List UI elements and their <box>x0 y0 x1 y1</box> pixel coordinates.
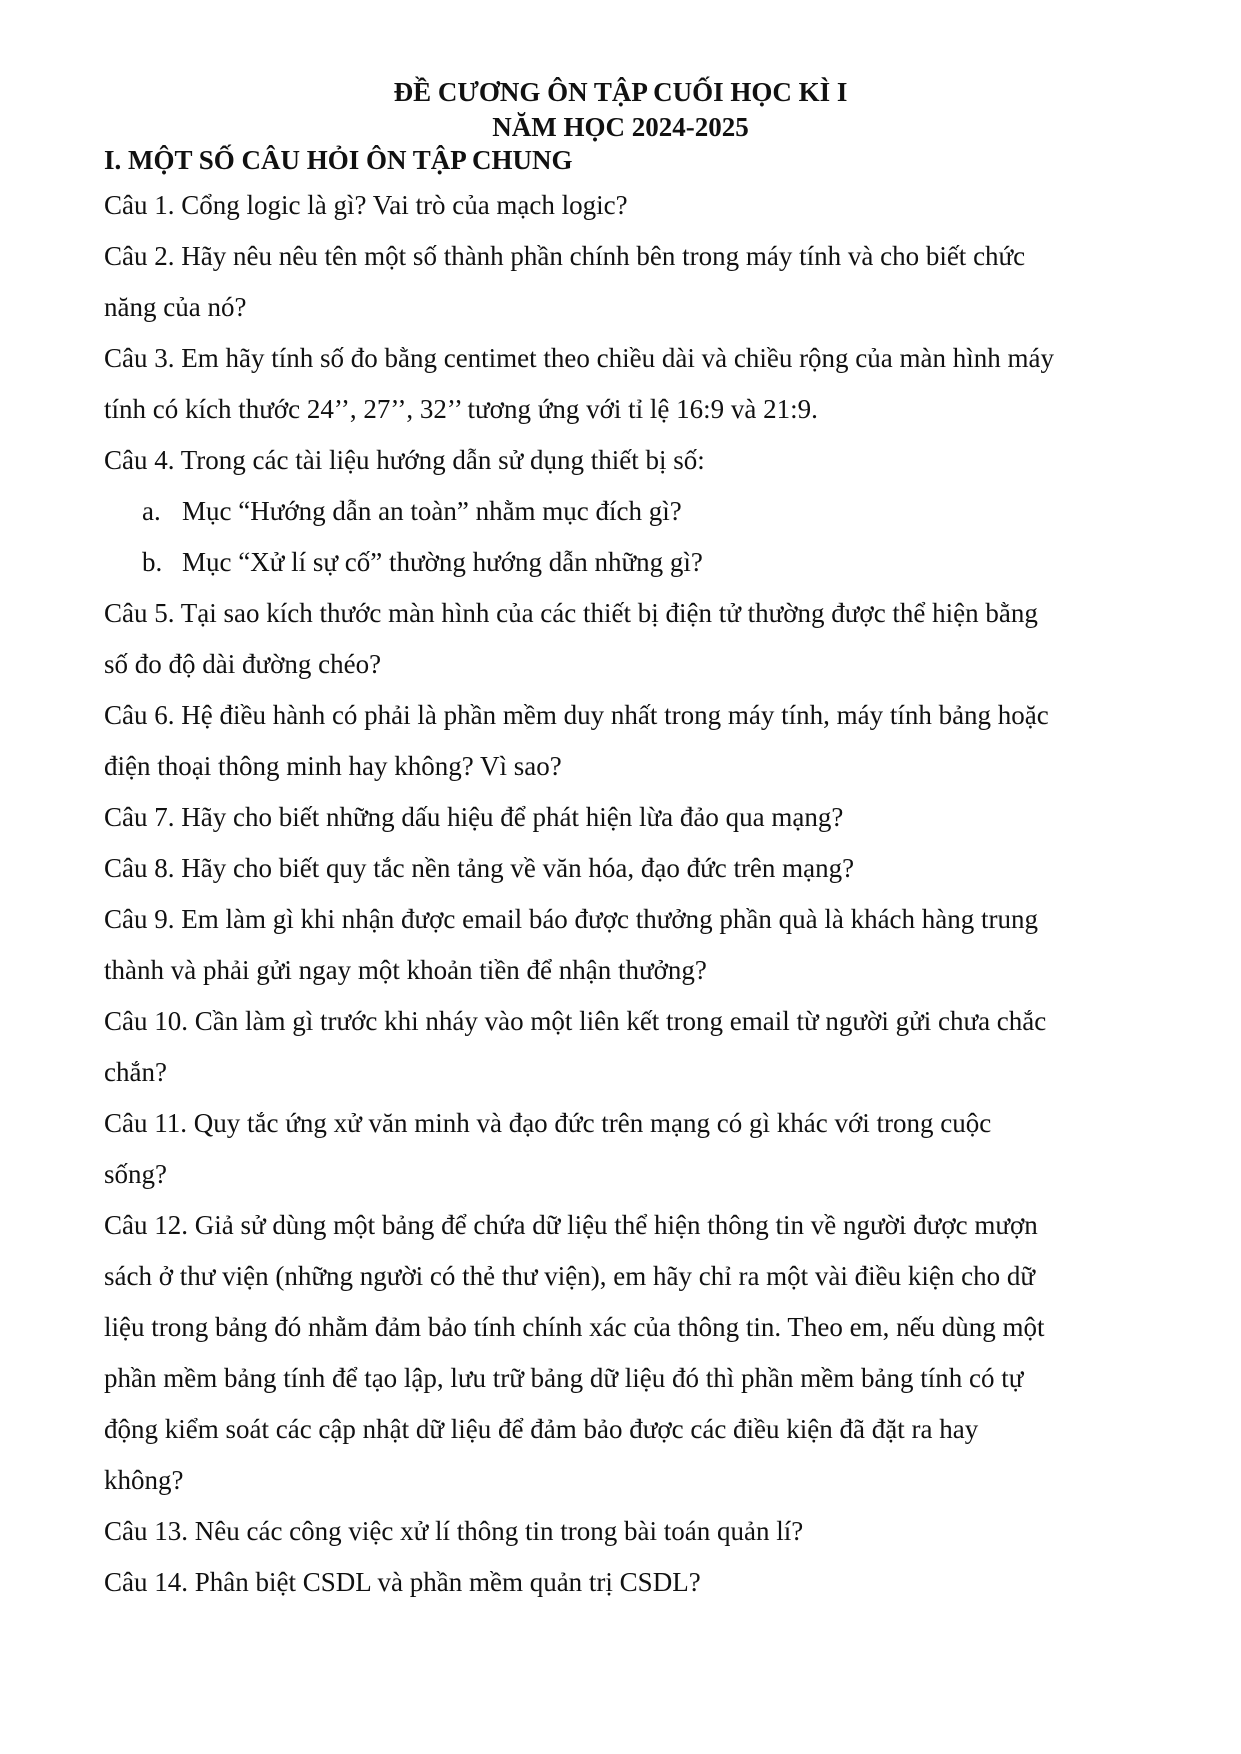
sub-question-item <box>104 537 1144 588</box>
question-text-line: Câu 2. Hãy nêu nêu tên một số thành phần chính bên trong máy tính và cho biết chức <box>104 241 1026 271</box>
question-item <box>104 1557 1144 1608</box>
question-item <box>104 333 1144 435</box>
sub-question-item <box>104 486 1144 537</box>
document-title: ĐỀ CƯƠNG ÔN TẬP CUỐI HỌC KÌ I <box>393 77 848 107</box>
section-heading: I. MỘT SỐ CÂU HỎI ÔN TẬP CHUNG <box>104 145 573 175</box>
question-list <box>104 180 1144 1608</box>
question-item <box>104 180 1144 231</box>
sub-question-text: Mục “Xử lí sự cố” thường hướng dẫn những gì? <box>182 547 703 577</box>
question-text-line: số đo độ dài đường chéo? <box>104 649 382 679</box>
question-item <box>104 588 1144 690</box>
question-item <box>104 690 1144 792</box>
question-text-line: Câu 3. Em hãy tính số đo bằng centimet theo chiều dài và chiều rộng của màn hình máy <box>104 343 1054 373</box>
question-text-line: Câu 14. Phân biệt CSDL và phần mềm quản trị CSDL? <box>104 1567 701 1597</box>
question-item <box>104 435 1144 588</box>
question-text-line: tính có kích thước 24’’, 27’’, 32’’ tương ứng với tỉ lệ 16:9 và 21:9. <box>104 394 818 424</box>
question-text-line: năng của nó? <box>104 292 247 322</box>
school-year-title: NĂM HỌC 2024-2025 <box>492 112 749 142</box>
question-text-line: thành và phải gửi ngay một khoản tiền để nhận thưởng? <box>104 955 707 985</box>
question-text-line: không? <box>104 1465 184 1495</box>
question-text-line: phần mềm bảng tính để tạo lập, lưu trữ bảng dữ liệu đó thì phần mềm bảng tính có tự <box>104 1363 1024 1393</box>
question-item <box>104 1098 1144 1200</box>
sub-question-marker: a. <box>142 496 161 526</box>
question-item <box>104 231 1144 333</box>
question-item <box>104 1506 1144 1557</box>
sub-question-marker: b. <box>142 547 163 577</box>
question-text-line: chắn? <box>104 1057 167 1087</box>
question-text-line: Câu 1. Cổng logic là gì? Vai trò của mạch logic? <box>104 190 628 220</box>
question-text-line: Câu 8. Hãy cho biết quy tắc nền tảng về văn hóa, đạo đức trên mạng? <box>104 853 855 883</box>
question-text-line: sách ở thư viện (những người có thẻ thư viện), em hãy chỉ ra một vài điều kiện cho dữ <box>104 1261 1035 1291</box>
question-text-line: Câu 9. Em làm gì khi nhận được email báo được thưởng phần quà là khách hàng trung <box>104 904 1039 934</box>
question-text-line: Câu 13. Nêu các công việc xử lí thông tin trong bài toán quản lí? <box>104 1516 804 1546</box>
question-item <box>104 1200 1144 1506</box>
question-item <box>104 843 1144 894</box>
question-text-line: Câu 12. Giả sử dùng một bảng để chứa dữ liệu thể hiện thông tin về người được mượn <box>104 1210 1038 1240</box>
question-text-line: sống? <box>104 1159 167 1189</box>
question-text-line: Câu 7. Hãy cho biết những dấu hiệu để phát hiện lừa đảo qua mạng? <box>104 802 844 832</box>
question-text-line: liệu trong bảng đó nhằm đảm bảo tính chính xác của thông tin. Theo em, nếu dùng một <box>104 1312 1045 1342</box>
question-text-line: động kiểm soát các cập nhật dữ liệu để đảm bảo được các điều kiện đã đặt ra hay <box>104 1414 979 1444</box>
question-text-line: Câu 11. Quy tắc ứng xử văn minh và đạo đức trên mạng có gì khác với trong cuộc <box>104 1108 992 1138</box>
question-item <box>104 792 1144 843</box>
question-text-line: điện thoại thông minh hay không? Vì sao? <box>104 751 562 781</box>
question-text-line: Câu 6. Hệ điều hành có phải là phần mềm duy nhất trong máy tính, máy tính bảng hoặc <box>104 700 1049 730</box>
question-item <box>104 894 1144 996</box>
sub-question-text: Mục “Hướng dẫn an toàn” nhằm mục đích gì? <box>182 496 682 526</box>
question-text-line: Câu 4. Trong các tài liệu hướng dẫn sử dụng thiết bị số: <box>104 445 705 475</box>
question-text-line: Câu 10. Cần làm gì trước khi nháy vào một liên kết trong email từ người gửi chưa chắc <box>104 1006 1047 1036</box>
question-item <box>104 996 1144 1098</box>
question-text-line: Câu 5. Tại sao kích thước màn hình của các thiết bị điện tử thường được thể hiện bằng <box>104 598 1038 628</box>
